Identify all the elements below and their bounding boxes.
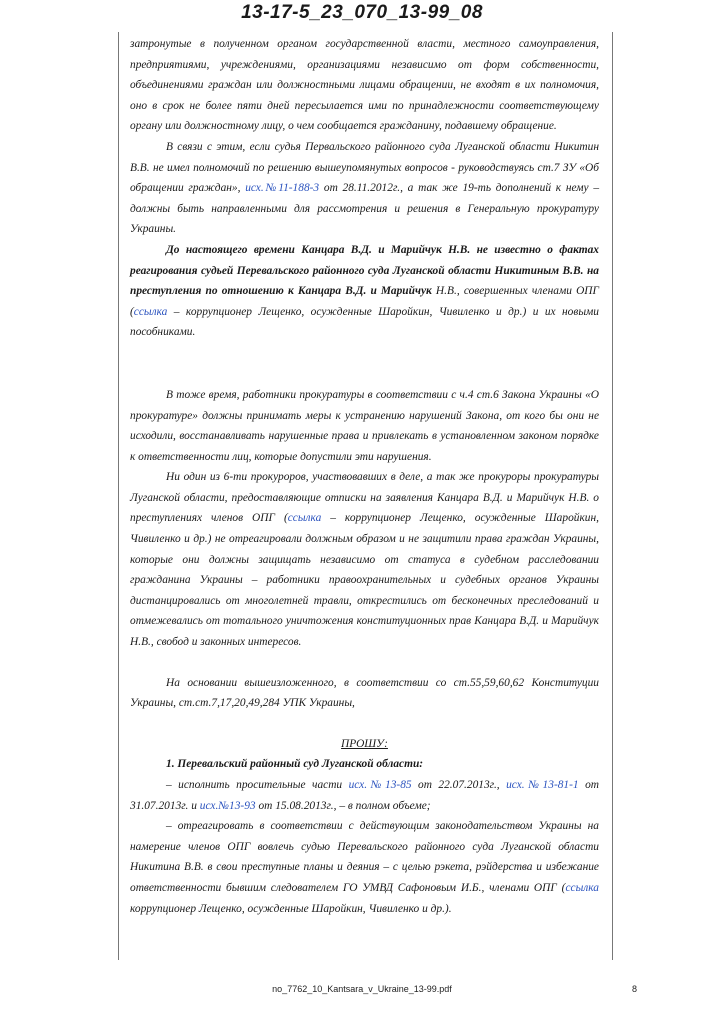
paragraph-prosecutors-inaction — [130, 467, 599, 652]
text: от 28.11.2012г., а так же 19-ть дополнений к нему – должны быть направленными для рассмотрения и решения в Генеральную прокуратуру Украины. — [130, 182, 600, 236]
document-link[interactable]: исх.№13-85 — [348, 779, 412, 791]
document-link[interactable]: исх.№11-188-3 — [245, 182, 320, 195]
text: от 22.07.2013г., — [411, 779, 507, 791]
text: коррупционер Лещенко, осужденные Шаройкин, Чивиленко и др.). — [130, 902, 452, 915]
document-title: 13-17-5_23_070_13-99_08 — [241, 2, 483, 23]
text: – исполнить просительные части — [166, 779, 349, 791]
document-link[interactable]: исх.№13-93 — [199, 799, 256, 812]
request-execute — [130, 775, 599, 816]
paragraph-appeal-forwarding: затронутые в полученном органом государственной власти, местного самоуправления, предприятиями, учреждениями, организациями независимо от форм собственности, объединениями граждан или должностными лицами обращении, не входят в их полномочия, оно в срок не более пяти дней пересылается ими по принадлежности соответствующему органу или должностному лицу, о чем сообщается гражданину, подавшему обращение. — [130, 38, 599, 133]
document-link[interactable]: исх.№13-81-1 — [506, 779, 579, 791]
text: Н.В., совершенных членами ОПГ ( — [130, 285, 599, 318]
text: – коррупционер Лещенко, осужденные Шаройкин, Чивиленко и др.) и их новыми пособниками. — [130, 305, 599, 339]
paragraph-judge-authority — [130, 137, 599, 240]
paragraph-prosecutors-duties: В тоже время, работники прокуратуры в соответствии с ч.4 ст.6 Закона Украины «О прокуратуре» должны принимать меры к устранению нарушений Закона, от кого бы они не исходили, восстанавливать нарушенные права и привлекать в установленном законом порядке к ответственности лиц, которые допустили эти нарушения. — [130, 388, 599, 463]
text: от 15.08.2013г., – в полном объеме; — [255, 799, 431, 812]
bold-text: До настоящего времени Канцара В.Д. и Марийчук Н.В. не известно о фактах реагирования судьей Перевальского районного суда Луганской области Никитиным В.В. на преступления по отношению к Канцара В.Д. и Марийчук — [130, 243, 599, 298]
request-item-title: 1. Перевальский районный суд Луганской области: — [166, 758, 424, 771]
text: – коррупционер Лещенко, осужденные Шаройкин, Чивиленко и др.) не отреагировали должным образом и не защитили права граждан Украины, которые они должны защищать независимо от статуса в судебном расследовании гражданина Украины – работники правоохранительных и судебных органов Украины дистанцировались от многолетней травли, открестились от бесконечных преследований и отмежевались от тотального уничтожения конституционных прав Канцара В.Д. и Марийчук Н.В., свобод и законных интересов. — [130, 512, 599, 649]
text: от 31.07.2013г. и — [130, 779, 599, 812]
page-number: 8 — [632, 984, 638, 994]
reference-link[interactable]: ссылка — [287, 512, 322, 525]
paragraph-legal-basis: На основании вышеизложенного, в соответствии со ст.55,59,60,62 Конституции Украины, ст.ст.7,17,20,49,284 УПК Украины, — [130, 676, 599, 710]
request-react — [130, 816, 599, 919]
text: В связи с этим, если судья Первальского районного суда Луганской области Никитин В.В. не имел полномочий по решению вышеупомянутых вопросов - руководствуясь ст.7 ЗУ «Об обращении граждан», — [130, 140, 599, 195]
reference-link[interactable]: ссылка — [565, 881, 599, 894]
document-body — [130, 34, 599, 919]
text: Ни один из 6-ти прокуроров, участвовавших в деле, а так же прокуроры прокуратуры Луганской области, предоставляющие отписки на заявления Канцара В.Д. и Марийчук Н.В. о преступлениях членов ОПГ ( — [130, 471, 599, 525]
paragraph-no-response — [130, 240, 599, 343]
request-heading: ПРОШУ: — [341, 737, 388, 750]
reference-link[interactable]: ссылка — [133, 305, 168, 318]
footer-filename: no_7762_10_Kantsara_v_Ukraine_13-99.pdf — [272, 984, 452, 994]
text: – отреагировать в соответствии с действующим законодательством Украины на намерение членов ОПГ вовлечь судью Перевальского районного суда Луганской области Никитина В.В. в свои преступные планы и деяния – с целью рэкета, рэйдерства и избежание ответственности бывшим следователем ГО УМВД Сафоновым И.Б., членами ОПГ ( — [130, 820, 599, 894]
